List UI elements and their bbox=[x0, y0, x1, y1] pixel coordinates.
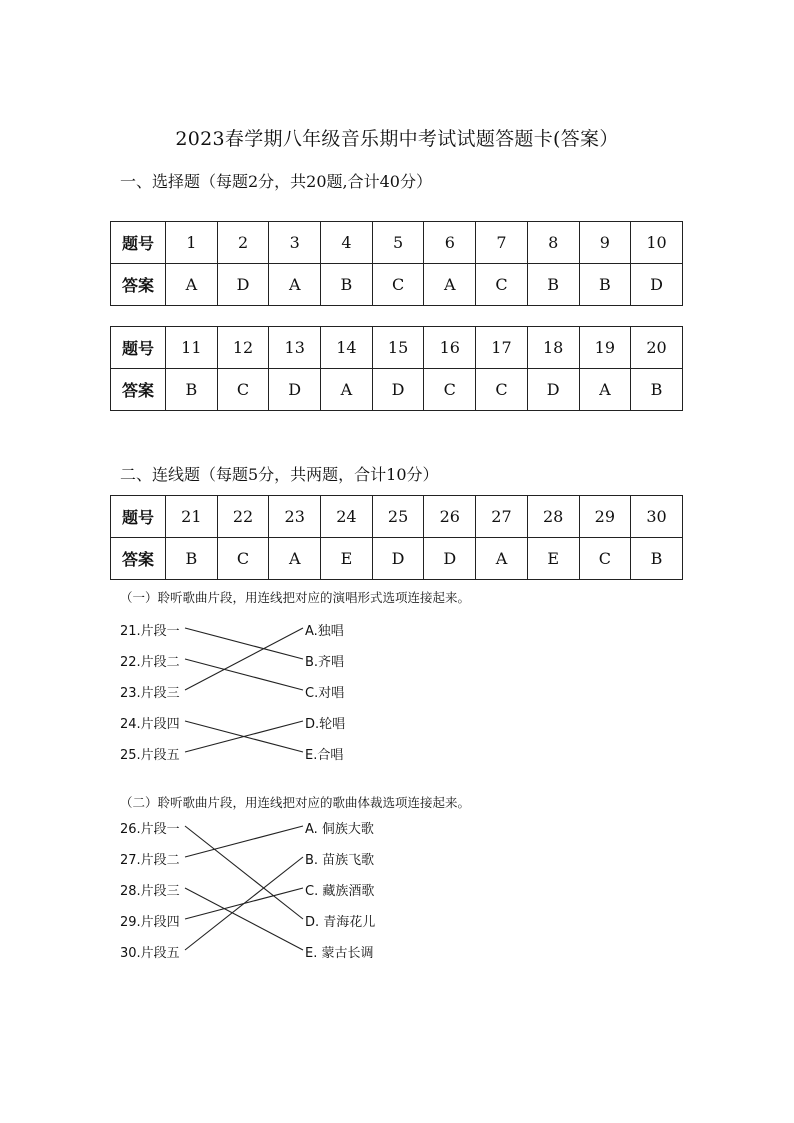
question-number: 16 bbox=[424, 327, 476, 369]
match-right-item: C. 藏族酒歌 bbox=[305, 884, 375, 899]
question-number: 5 bbox=[372, 222, 424, 264]
question-number: 10 bbox=[631, 222, 683, 264]
match-line bbox=[185, 826, 303, 857]
row-label-answer: 答案 bbox=[111, 538, 166, 580]
match-left-item: 25.片段五 bbox=[120, 748, 180, 763]
match-left-item: 22.片段二 bbox=[120, 655, 180, 670]
answer-cell: A bbox=[424, 264, 476, 306]
answer-cell: D bbox=[424, 538, 476, 580]
section-2-heading: 二、连线题（每题5分，共两题，合计10分） bbox=[120, 465, 439, 484]
match-right-item: D. 青海花儿 bbox=[305, 915, 376, 930]
row-label-answer: 答案 bbox=[111, 264, 166, 306]
match-left-item: 29.片段四 bbox=[120, 915, 180, 930]
match-right-item: E.合唱 bbox=[305, 748, 344, 763]
answer-cell: B bbox=[631, 538, 683, 580]
answer-cell: A bbox=[269, 538, 321, 580]
match-left-item: 26.片段一 bbox=[120, 822, 180, 837]
answer-cell: B bbox=[631, 369, 683, 411]
match-line bbox=[185, 628, 303, 659]
match-line bbox=[185, 659, 303, 690]
question-number: 1 bbox=[166, 222, 218, 264]
match-line bbox=[185, 888, 303, 950]
answer-cell: D bbox=[269, 369, 321, 411]
question-number: 30 bbox=[631, 496, 683, 538]
question-number: 8 bbox=[527, 222, 579, 264]
question-number: 13 bbox=[269, 327, 321, 369]
match-line bbox=[185, 826, 303, 919]
part-1-heading: （一）聆听歌曲片段，用连线把对应的演唱形式选项连接起来。 bbox=[120, 590, 471, 605]
answer-cell: D bbox=[372, 369, 424, 411]
page-title: 2023春学期八年级音乐期中考试试题答题卡(答案） bbox=[175, 128, 619, 150]
question-number: 21 bbox=[166, 496, 218, 538]
match-left-item: 28.片段三 bbox=[120, 884, 180, 899]
match-left-item: 21.片段一 bbox=[120, 624, 180, 639]
question-number: 6 bbox=[424, 222, 476, 264]
question-number: 28 bbox=[527, 496, 579, 538]
match-right-item: E. 蒙古长调 bbox=[305, 946, 374, 961]
answer-cell: C bbox=[476, 264, 528, 306]
match-right-item: A.独唱 bbox=[305, 624, 344, 639]
match-left-item: 30.片段五 bbox=[120, 946, 180, 961]
match-right-item: D.轮唱 bbox=[305, 717, 346, 732]
answer-cell: A bbox=[476, 538, 528, 580]
question-number: 17 bbox=[476, 327, 528, 369]
row-label-number: 题号 bbox=[111, 327, 166, 369]
question-number: 26 bbox=[424, 496, 476, 538]
match-line bbox=[185, 628, 303, 690]
answer-cell: A bbox=[579, 369, 631, 411]
question-number: 14 bbox=[321, 327, 373, 369]
match-right-item: A. 侗族大歌 bbox=[305, 822, 374, 837]
answer-cell: E bbox=[527, 538, 579, 580]
answer-cell: C bbox=[372, 264, 424, 306]
question-number: 27 bbox=[476, 496, 528, 538]
answer-cell: B bbox=[527, 264, 579, 306]
question-number: 23 bbox=[269, 496, 321, 538]
question-number: 9 bbox=[579, 222, 631, 264]
question-number: 2 bbox=[217, 222, 269, 264]
part-2-heading: （二）聆听歌曲片段，用连线把对应的歌曲体裁选项连接起来。 bbox=[120, 795, 471, 810]
row-label-number: 题号 bbox=[111, 496, 166, 538]
question-number: 29 bbox=[579, 496, 631, 538]
question-number: 18 bbox=[527, 327, 579, 369]
question-number: 4 bbox=[321, 222, 373, 264]
answer-cell: A bbox=[321, 369, 373, 411]
match-right-item: C.对唱 bbox=[305, 686, 345, 701]
answer-cell: D bbox=[217, 264, 269, 306]
question-number: 12 bbox=[217, 327, 269, 369]
question-number: 20 bbox=[631, 327, 683, 369]
question-number: 15 bbox=[372, 327, 424, 369]
answer-cell: C bbox=[579, 538, 631, 580]
question-number: 22 bbox=[217, 496, 269, 538]
answer-cell: C bbox=[476, 369, 528, 411]
answer-cell: D bbox=[527, 369, 579, 411]
match-right-item: B.齐唱 bbox=[305, 655, 345, 670]
question-number: 11 bbox=[166, 327, 218, 369]
answer-cell: B bbox=[166, 369, 218, 411]
answer-cell: E bbox=[321, 538, 373, 580]
answer-cell: C bbox=[217, 538, 269, 580]
question-number: 7 bbox=[476, 222, 528, 264]
match-left-item: 23.片段三 bbox=[120, 686, 180, 701]
question-number: 19 bbox=[579, 327, 631, 369]
answer-cell: D bbox=[372, 538, 424, 580]
question-number: 24 bbox=[321, 496, 373, 538]
answer-cell: D bbox=[631, 264, 683, 306]
answer-cell: A bbox=[269, 264, 321, 306]
match-line bbox=[185, 857, 303, 950]
match-right-item: B. 苗族飞歌 bbox=[305, 853, 375, 868]
question-number: 25 bbox=[372, 496, 424, 538]
row-label-answer: 答案 bbox=[111, 369, 166, 411]
question-number: 3 bbox=[269, 222, 321, 264]
row-label-number: 题号 bbox=[111, 222, 166, 264]
section-1-heading: 一、选择题（每题2分，共20题,合计40分） bbox=[120, 172, 432, 191]
answer-cell: B bbox=[166, 538, 218, 580]
answer-cell: C bbox=[217, 369, 269, 411]
answer-cell: C bbox=[424, 369, 476, 411]
answer-cell: B bbox=[579, 264, 631, 306]
match-left-item: 24.片段四 bbox=[120, 717, 180, 732]
match-left-item: 27.片段二 bbox=[120, 853, 180, 868]
answer-cell: B bbox=[321, 264, 373, 306]
answer-cell: A bbox=[166, 264, 218, 306]
